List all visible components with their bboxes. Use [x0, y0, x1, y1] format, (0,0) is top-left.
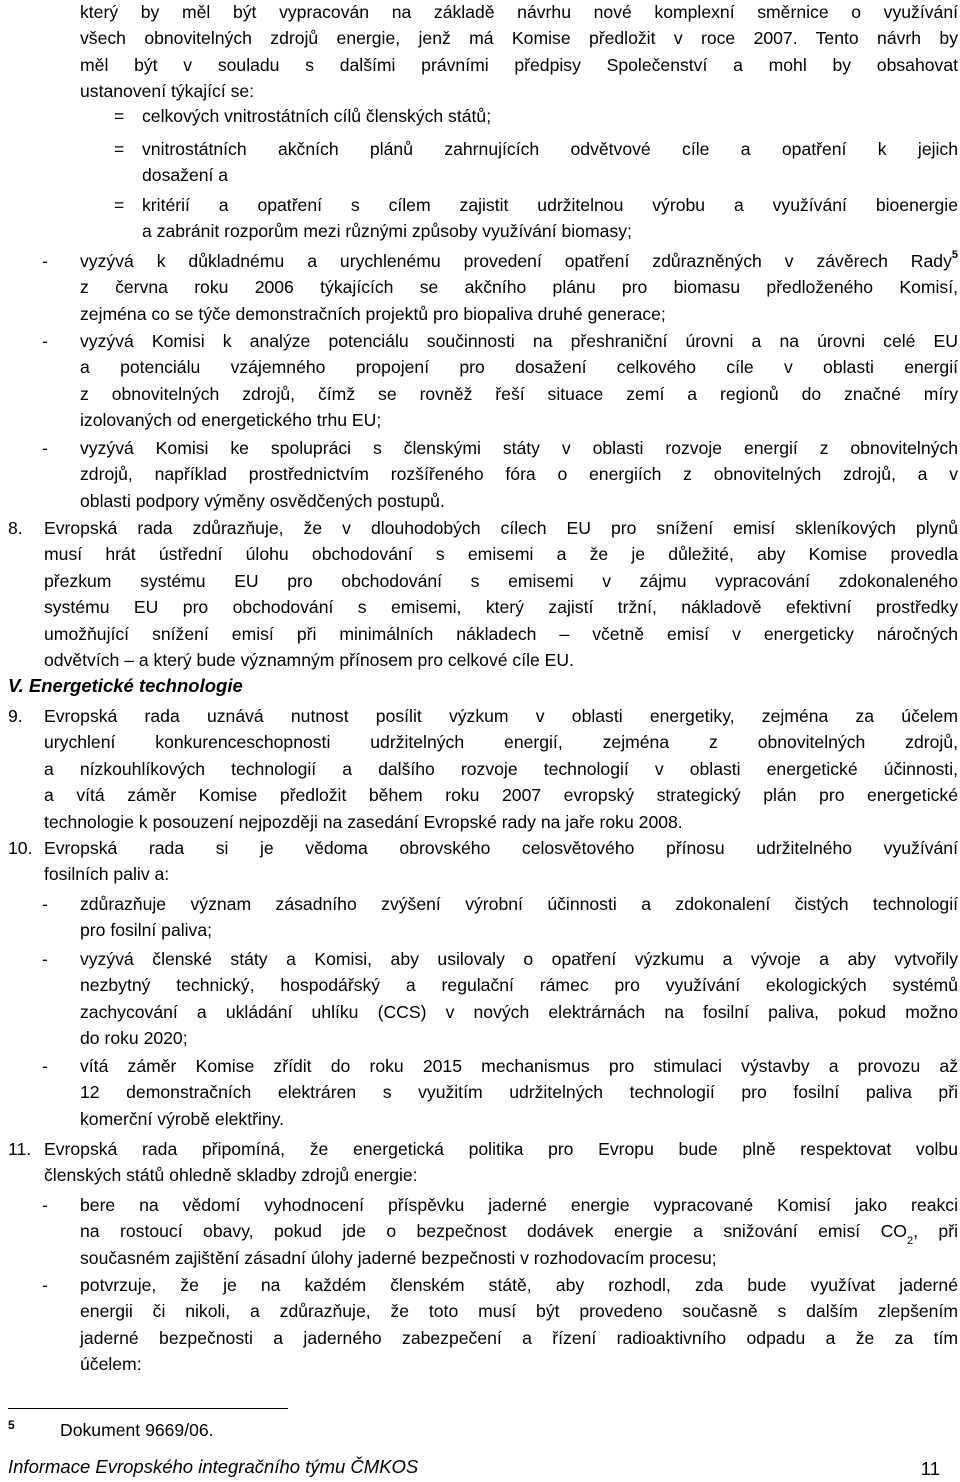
item-number: 8.	[8, 518, 23, 538]
text-line: do roku 2020;	[80, 1028, 188, 1049]
text-line: Evropská rada uznává nutnost posílit výzkum v oblasti energetiky, zejména za účelem	[44, 706, 958, 726]
list-marker: -	[42, 894, 48, 914]
text-line: z obnovitelných zdrojů, čímž se rovněž řeší situace zemí a regionů do značné míry	[80, 383, 958, 404]
text-line: účelem:	[80, 1354, 142, 1375]
text-line: a potenciálu vzájemného propojení pro dosažení celkového cíle v oblasti energií	[80, 357, 958, 378]
numbered-paragraph	[44, 835, 958, 888]
footnote-separator	[8, 1408, 288, 1409]
text-line: oblasti podpory výměny osvědčených postupů.	[80, 490, 445, 511]
text-line: dosažení a	[142, 165, 229, 186]
text-line: a zabránit rozporům mezi různými způsoby využívání biomasy;	[142, 221, 632, 242]
list-item	[80, 1272, 958, 1378]
intro-paragraph	[80, 0, 958, 105]
text-line: členských států ohledně skladby zdrojů energie:	[44, 1165, 418, 1186]
list-item	[142, 192, 958, 245]
item-number: 10.	[8, 838, 33, 858]
numbered-paragraph	[44, 703, 958, 835]
footnote-mark: 5	[8, 1418, 15, 1432]
text-line: současném zajištění zásadní úlohy jaderné bezpečnosti v rozhodovacím procesu;	[80, 1247, 717, 1268]
text-line: nezbytný technický, hospodářský a regulační rámec pro využívání ekologických systémů	[80, 975, 958, 996]
text-line: vnitrostátních akčních plánů zahrnujících odvětvové cíle a opatření k jejich	[142, 139, 958, 159]
text-line: energii či nikoli, a zdůrazňuje, že toto musí být provedeno současně s dalším zlepšením	[80, 1301, 958, 1322]
subscript: 2	[906, 1234, 914, 1247]
text-line: který by měl být vypracován na základě návrhu nové komplexní směrnice o využívání	[80, 2, 958, 22]
text-line: měl být v souladu s dalšími právními předpisy Společenství a mohl by obsahovat	[80, 54, 958, 75]
item-number: 11.	[8, 1139, 32, 1159]
text-line: Evropská rada si je vědoma obrovského celosvětového přínosu udržitelného využívání	[44, 838, 958, 858]
text-line: Evropská rada připomíná, že energetická politika pro Evropu bude plně respektovat volbu	[44, 1139, 958, 1159]
footnote-text: Dokument 9669/06.	[60, 1420, 214, 1440]
text-line: odvětvích – a který bude významným přínosem pro celkové cíle EU.	[44, 650, 575, 671]
text-line: zejména co se týče demonstračních projektů pro biopaliva druhé generace;	[80, 303, 666, 324]
footer-title: Informace Evropského integračního týmu ČMKOS	[8, 1456, 419, 1477]
text-line: a vítá záměr Komise předložit během roku 2007 evropský strategický plán pro energetické	[44, 785, 958, 806]
text-line: Evropská rada zdůrazňuje, že v dlouhodobých cílech EU pro snížení emisí skleníkových plynů	[44, 518, 958, 538]
list-marker: =	[114, 195, 125, 215]
list-marker: -	[42, 331, 48, 351]
text-line	[80, 248, 958, 274]
list-item	[142, 103, 958, 129]
text-line	[80, 1218, 958, 1247]
text-line: urychlení konkurenceschopnosti udržitelných energií, zejména z obnovitelných zdrojů,	[44, 732, 958, 753]
list-marker: =	[114, 139, 125, 159]
text-line: komerční výrobě elektřiny.	[80, 1108, 285, 1129]
text-line: vyzývá Komisi k analýze potenciálu součinnosti na přeshraniční úrovni a na úrovni celé EU	[80, 331, 958, 351]
numbered-paragraph	[44, 515, 958, 673]
text-line: celkových vnitrostátních cílů členských států;	[142, 106, 492, 126]
text-line: jaderné bezpečnosti a jaderného zabezpečení a řízení radioaktivního odpadu a že za tím	[80, 1327, 958, 1348]
text-line: zachycování a ukládání uhlíku (CCS) v nových elektrárnách na fosilní paliva, pokud možno	[80, 1001, 958, 1022]
text-line: bere na vědomí vyhodnocení příspěvku jaderné energie vypracované Komisí jako reakci	[80, 1195, 958, 1215]
text-line: vyzývá členské státy a Komisi, aby usilovaly o opatření výzkumu a vývoje a aby vytvořily	[80, 949, 958, 969]
item-number: 9.	[8, 706, 23, 726]
text-line: přezkum systému EU pro obchodování s emisemi v zájmu vypracování zdokonaleného	[44, 570, 958, 591]
list-item	[142, 136, 958, 189]
text-line: pro fosilní paliva;	[80, 920, 213, 941]
list-marker: -	[42, 949, 48, 969]
text-segment: , při	[913, 1221, 958, 1242]
text-line: izolovaných od energetického trhu EU;	[80, 410, 382, 431]
text-line: z června roku 2006 týkajících se akčního plánu pro biomasu předloženého Komisí,	[80, 277, 958, 298]
list-marker: -	[42, 1056, 48, 1076]
list-item	[80, 1053, 958, 1132]
list-item	[80, 328, 958, 434]
text-segment: na rostoucí obavy, pokud jde o bezpečnost dodávek energie a snižování emisí CO	[80, 1221, 907, 1242]
text-line: technologie k posouzení nejpozději na zasedání Evropské rady na jaře roku 2008.	[44, 811, 683, 832]
text-line: kritérií a opatření s cílem zajistit udržitelnou výrobu a využívání bioenergie	[142, 195, 958, 215]
list-marker: -	[42, 1195, 48, 1215]
list-item	[80, 248, 958, 327]
text-line: vyzývá Komisi ke spolupráci s členskými státy v oblasti rozvoje energií z obnovitelných	[80, 438, 958, 458]
text-line: zdrojů, například prostřednictvím rozšířeného fóra o energiích z obnovitelných zdrojů, a v	[80, 464, 958, 485]
list-item	[80, 1192, 958, 1271]
text-segment: vyzývá k důkladnému a urychlenému provedení opatření zdůrazněných v závěrech Rady	[80, 251, 952, 271]
numbered-paragraph	[44, 1136, 958, 1189]
list-item	[80, 946, 958, 1052]
section-heading: V. Energetické technologie	[8, 675, 243, 696]
text-line: umožňující snížení emisí při minimálních nákladech – včetně emisí v energeticky náročných	[44, 623, 958, 644]
list-item	[80, 891, 958, 944]
text-line: musí hrát ústřední úlohu obchodování s emisemi a že je důležité, aby Komise provedla	[44, 544, 958, 565]
list-marker: =	[114, 106, 125, 126]
list-marker: -	[42, 438, 48, 458]
text-line: a nízkouhlíkových technologií a dalšího rozvoje technologií v oblasti energetické účinnosti,	[44, 758, 958, 779]
list-marker: -	[42, 1275, 48, 1295]
text-line: 12 demonstračních elektráren s využitím udržitelných technologií pro fosilní paliva při	[80, 1082, 958, 1103]
page-number: 11	[920, 1458, 940, 1479]
text-line: potvrzuje, že je na každém členském státě, aby rozhodl, zda bude využívat jaderné	[80, 1275, 958, 1295]
text-line: vítá záměr Komise zřídit do roku 2015 mechanismus pro stimulaci výstavby a provozu až	[80, 1056, 958, 1076]
footnote-ref: 5	[951, 249, 958, 262]
text-line: ustanovení týkající se:	[80, 81, 255, 102]
list-item	[80, 435, 958, 514]
text-line: fosilních paliv a:	[44, 864, 170, 885]
list-marker: -	[42, 251, 48, 271]
text-line: systému EU pro obchodování s emisemi, který zajistí tržní, nákladově efektivní prostředky	[44, 597, 958, 618]
text-line: všech obnovitelných zdrojů energie, jenž má Komise předložit v roce 2007. Tento návrh by	[80, 28, 958, 49]
text-line: zdůrazňuje význam zásadního zvýšení výrobní účinnosti a zdokonalení čistých technologií	[80, 894, 958, 914]
